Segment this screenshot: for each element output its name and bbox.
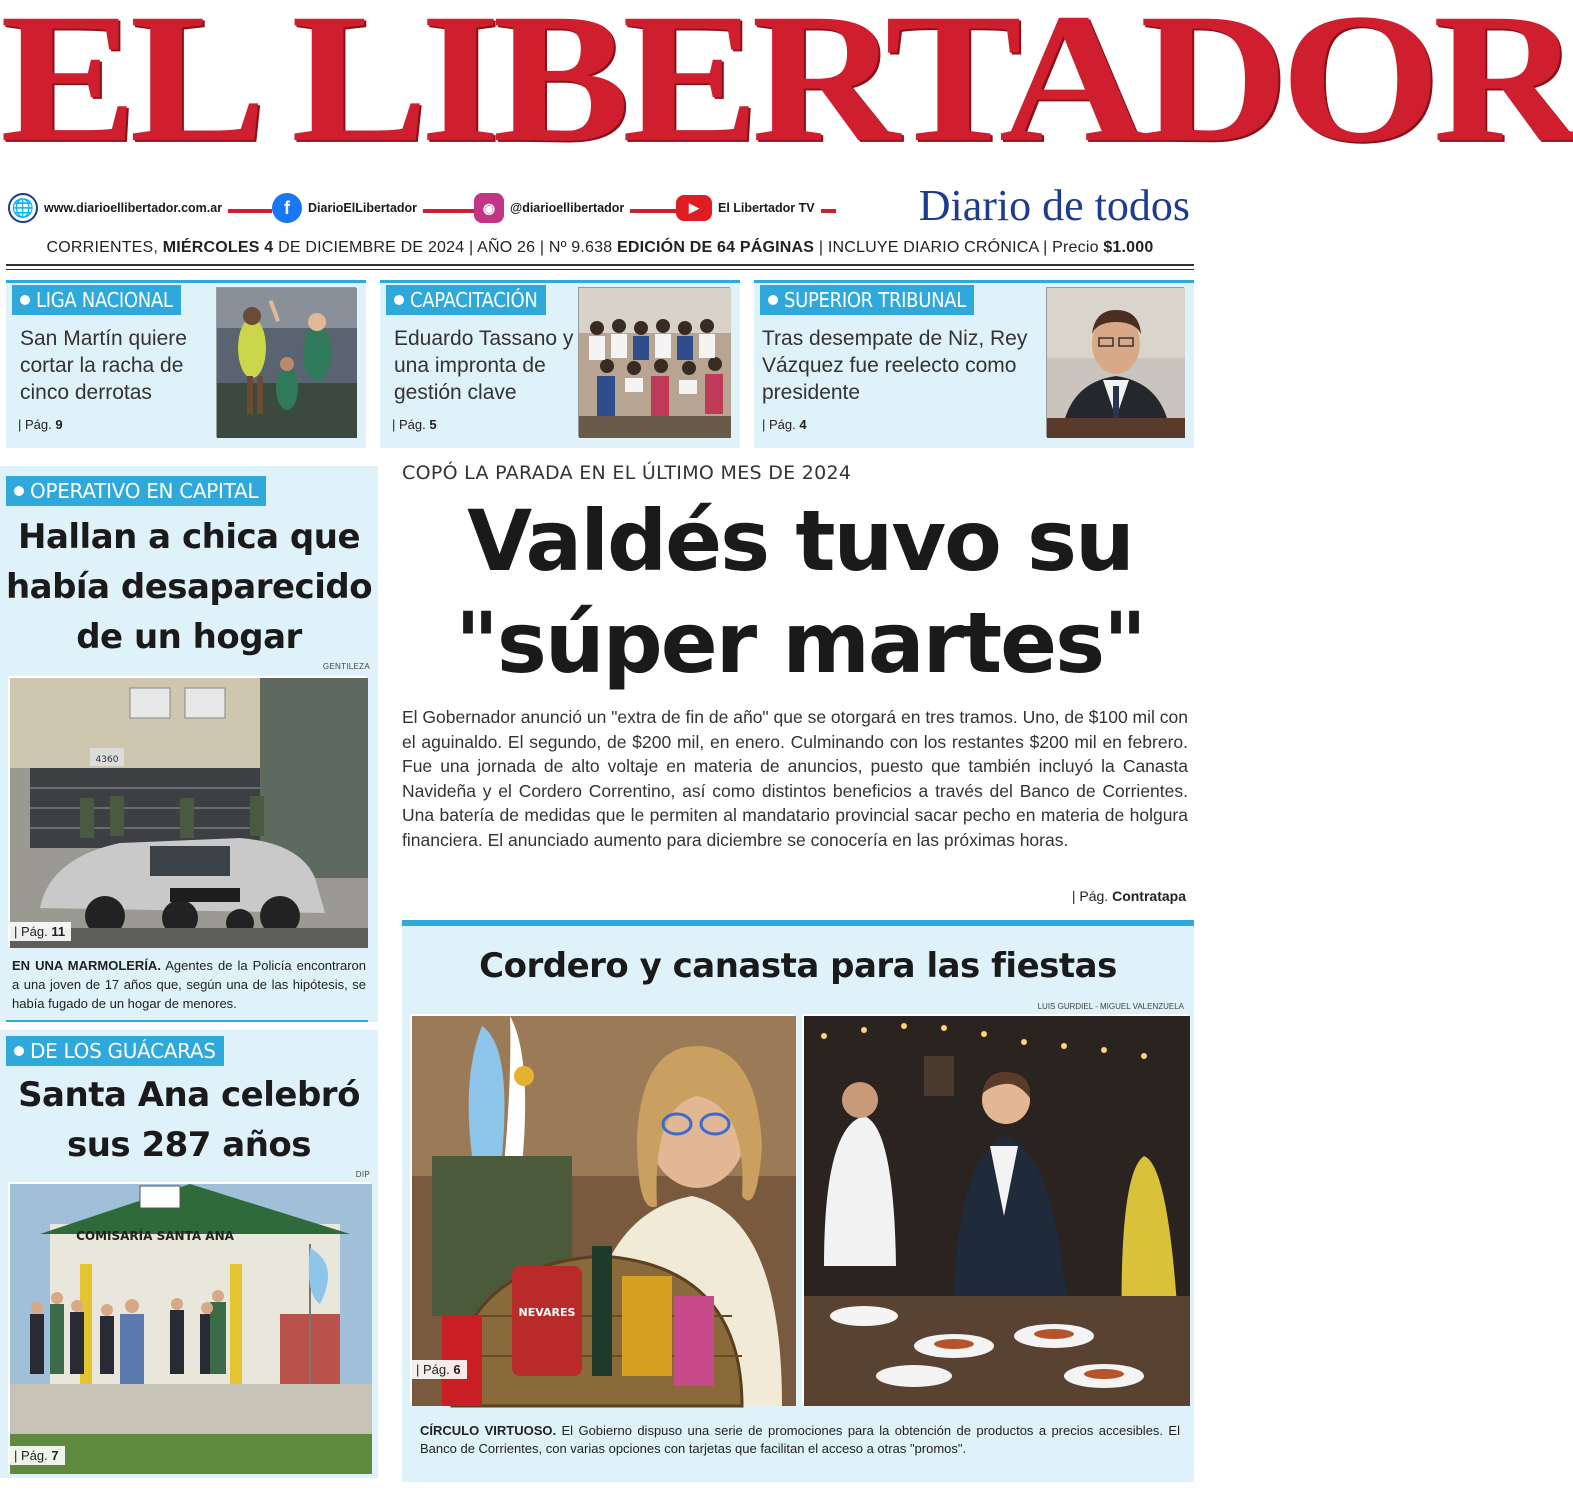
header-rule bbox=[6, 264, 1194, 266]
photo-credit: LUIS GURDIEL - MIGUEL VALENZUELA bbox=[1037, 1002, 1184, 1011]
instagram-icon: ◉ bbox=[474, 193, 504, 223]
page-label: | Pág. bbox=[18, 417, 52, 432]
feature-cordero-canasta[interactable] bbox=[402, 920, 1194, 1482]
caption-lead: EN UNA MARMOLERÍA. bbox=[12, 958, 161, 973]
teaser-capacitacion[interactable] bbox=[380, 280, 740, 448]
page-number: 11 bbox=[51, 924, 66, 939]
page-number: 7 bbox=[51, 1448, 59, 1463]
side-tag-label: DE LOS GUÁCARAS bbox=[30, 1039, 216, 1063]
side-story-operativo[interactable] bbox=[0, 466, 378, 1022]
main-headline[interactable]: Valdés tuvo su "súper martes" bbox=[455, 492, 1145, 692]
page-label: | Pág. bbox=[1071, 888, 1109, 904]
main-body: El Gobernador anunció un "extra de fin de año" que se otorgará en tres tramos. Uno, de $100 mil con el aguinaldo. El segundo, de $200 mil, en enero. Culminando con los restantes $200 mil en febrero. Fue una jornada de alto voltaje en materia de anuncios, puesto que también incluyó la Canasta Navideña y el Cordero Correntino, así como distintos beneficios a través del Banco de Corrientes. Una batería de medidas que le permiten al mandatario provincial sacar pecho en materia de holgura financiera. El anunciado aumento para diciembre se conocería en las próximas horas. bbox=[402, 707, 1188, 850]
feature-headline: Cordero y canasta para las fiestas bbox=[479, 946, 1117, 986]
teaser-superior-tribunal[interactable] bbox=[754, 280, 1194, 448]
bullet-icon bbox=[20, 295, 30, 305]
bullet-icon bbox=[14, 486, 24, 496]
teaser-headline: San Martín quiere cortar la racha de cinco derrotas bbox=[20, 327, 187, 404]
side-caption bbox=[12, 956, 366, 1013]
header-rule-thin bbox=[6, 269, 1194, 270]
website-label: www.diarioellibertador.com.ar bbox=[44, 201, 223, 215]
website-link[interactable] bbox=[8, 192, 228, 224]
facebook-label: DiarioElLibertador bbox=[308, 201, 418, 215]
page-label: | Pág. bbox=[14, 924, 48, 939]
side-headline: Santa Ana celebró sus 287 años bbox=[18, 1075, 360, 1165]
group-photo bbox=[578, 287, 730, 437]
bullet-icon bbox=[394, 295, 404, 305]
page-number: 5 bbox=[429, 417, 437, 432]
dateline-includes: | INCLUYE DIARIO CRÓNICA | Precio bbox=[818, 239, 1099, 256]
teaser-tag bbox=[386, 285, 546, 315]
masthead-title: EL LIBERTADOR bbox=[0, 0, 1573, 181]
youtube-link[interactable] bbox=[676, 192, 821, 224]
side-tag-label: OPERATIVO EN CAPITAL bbox=[30, 479, 259, 503]
page-label: | Pág. bbox=[392, 417, 426, 432]
side-headline: Hallan a chica que había desaparecido de un hogar bbox=[5, 517, 373, 657]
globe-icon: 🌐 bbox=[8, 193, 38, 223]
teaser-liga-nacional[interactable] bbox=[6, 280, 366, 448]
dateline-edition: EDICIÓN DE 64 PÁGINAS bbox=[617, 239, 815, 256]
feature-caption bbox=[420, 1422, 1180, 1458]
teaser-page-ref bbox=[762, 417, 807, 432]
youtube-label: El Libertador TV bbox=[718, 201, 815, 215]
main-page-ref bbox=[1072, 888, 1186, 904]
page-ref bbox=[8, 1446, 65, 1465]
police-operation-photo bbox=[8, 676, 366, 946]
youtube-icon: ▶ bbox=[676, 195, 712, 221]
bullet-icon bbox=[768, 295, 778, 305]
dateline-weekday: MIÉRCOLES 4 bbox=[162, 239, 274, 256]
photo-credit: DIP bbox=[355, 1170, 370, 1179]
page-label: | Pág. bbox=[14, 1448, 48, 1463]
caption-text: El Gobierno dispuso una serie de promociones para la obtención de productos a precios accesibles. El Banco de Corrientes, con varias opciones con tarjetas que facilitan el acceso a otras "promos". bbox=[420, 1423, 1180, 1456]
side-tag bbox=[6, 476, 266, 506]
basket-product-label: NEVARES bbox=[518, 1306, 576, 1319]
photo-credit: GENTILEZA bbox=[322, 662, 370, 671]
page-number: 9 bbox=[55, 417, 63, 432]
building-sign: COMISARÍA SANTA ANA bbox=[76, 1229, 234, 1243]
teaser-headline: Eduardo Tassano y una impronta de gestión clave bbox=[394, 327, 574, 404]
restaurant-event-photo bbox=[802, 1014, 1188, 1404]
caption-lead: CÍRCULO VIRTUOSO. bbox=[420, 1423, 557, 1438]
teaser-tag-label: SUPERIOR TRIBUNAL bbox=[784, 288, 966, 312]
page-number: 4 bbox=[799, 417, 807, 432]
address-sign-number: 4360 bbox=[95, 755, 119, 765]
dateline-date: DE DICIEMBRE DE 2024 | AÑO 26 | Nº 9.638 bbox=[278, 239, 613, 256]
section-rule bbox=[6, 1020, 368, 1022]
dateline-price: $1.000 bbox=[1103, 239, 1154, 256]
caption-text: Agentes de la Policía encontraron a una joven de 17 años que, según una de las hipótesis, se había fugado de un hogar de menores. bbox=[12, 958, 366, 1011]
instagram-link[interactable] bbox=[474, 192, 630, 224]
teaser-page-ref bbox=[18, 417, 63, 432]
side-story-guacaras[interactable] bbox=[0, 1030, 378, 1478]
page-label: | Pág. bbox=[762, 417, 796, 432]
page-number: Contratapa bbox=[1112, 888, 1186, 904]
portrait-photo bbox=[1046, 287, 1184, 437]
main-kicker: COPÓ LA PARADA EN EL ÚLTIMO MES DE 2024 bbox=[402, 462, 852, 484]
side-tag bbox=[6, 1036, 224, 1066]
basketball-photo bbox=[216, 287, 356, 437]
santa-ana-celebration-photo bbox=[8, 1182, 370, 1472]
teaser-tag bbox=[760, 285, 974, 315]
teaser-tag-label: LIGA NACIONAL bbox=[36, 288, 173, 312]
masthead bbox=[0, 0, 1573, 185]
teaser-tag bbox=[12, 285, 181, 315]
dateline bbox=[0, 239, 1200, 257]
dateline-city: CORRIENTES, bbox=[46, 239, 159, 256]
teaser-tag-label: CAPACITACIÓN bbox=[410, 288, 538, 312]
facebook-icon: f bbox=[272, 193, 302, 223]
teaser-headline: Tras desempate de Niz, Rey Vázquez fue reelecto como presidente bbox=[762, 327, 1028, 404]
page-label: | Pág. bbox=[416, 1362, 450, 1377]
facebook-link[interactable] bbox=[272, 192, 423, 224]
teaser-page-ref bbox=[392, 417, 437, 432]
bullet-icon bbox=[14, 1046, 24, 1056]
page-ref bbox=[410, 1360, 467, 1379]
instagram-label: @diarioellibertador bbox=[510, 201, 625, 215]
page-ref bbox=[8, 922, 71, 941]
official-basket-photo bbox=[410, 1014, 794, 1404]
masthead-tagline: Diario de todos bbox=[918, 181, 1190, 230]
page-number: 6 bbox=[453, 1362, 461, 1377]
